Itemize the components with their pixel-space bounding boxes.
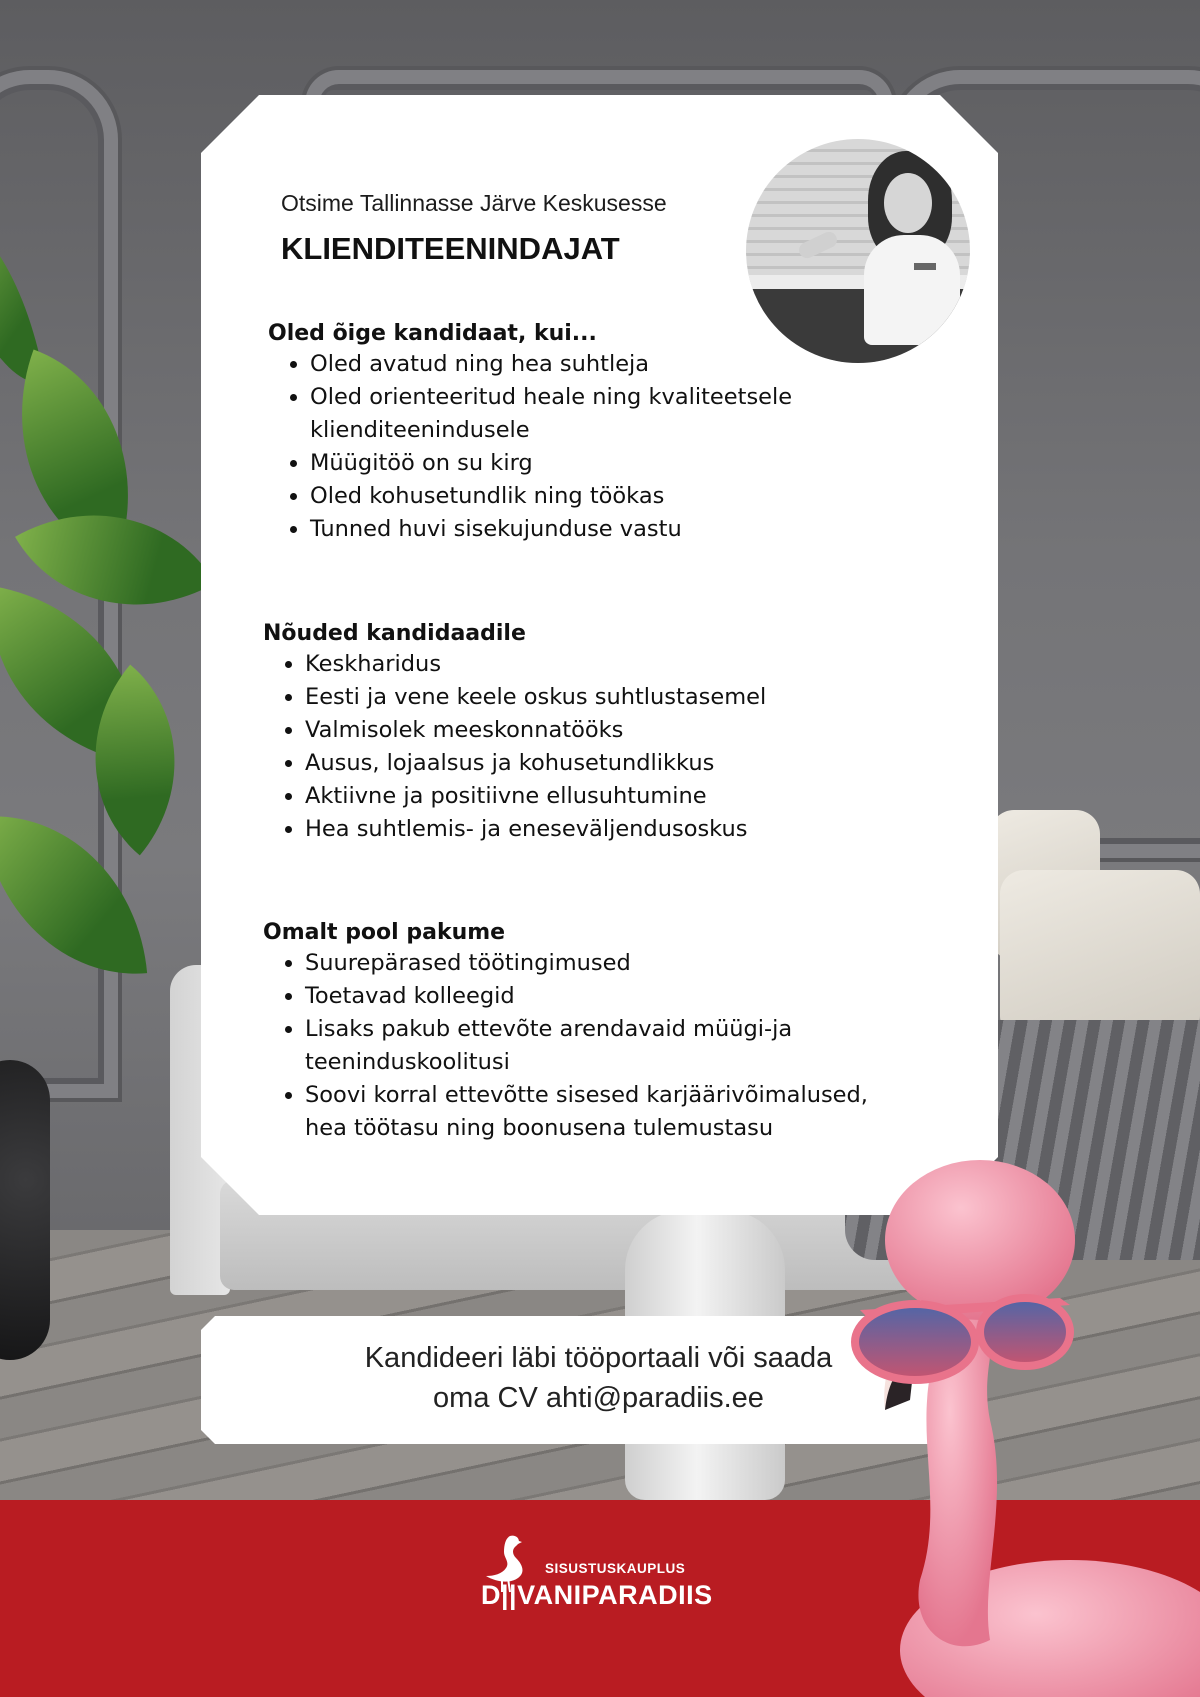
list-item: • Oled kohusetundlik ning töökas [310,480,968,513]
list-item: • Eesti ja vene keele oskus suhtlustasemel [305,681,963,714]
section-heading: Nõuded kandidaadile [263,621,526,646]
section-heading: Oled õige kandidaat, kui... [268,321,597,346]
list-item: • Keskharidus [305,648,963,681]
bullet-list [263,947,963,1145]
apply-line-2: oma CV ahti@paradiis.ee [433,1382,764,1414]
logo-tagline: SISUSTUSKAUPLUS [545,1561,686,1576]
list-item: • Suurepärased töötingimused [305,947,963,980]
section-requirements [263,621,963,846]
section-requirements-personal [268,321,968,546]
apply-line-1: Kandideeri läbi tööportaali või saada [364,1342,833,1374]
section-offer [263,920,963,1145]
flamingo-illustration [840,1160,1200,1697]
bullet-list [268,348,968,546]
bullet-list [263,648,963,846]
list-item: • Aktiivne ja positiivne ellusuhtumine [305,780,963,813]
list-item: • Hea suhtlemis- ja eneseväljendusoskus [305,813,963,846]
list-item: • Soovi korral ettevõtte sisesed karjäärivõimalused, hea töötasu ning boonusena tulemustasu [305,1079,905,1145]
sofa-cushion [1000,870,1200,1040]
list-item: • Oled orienteeritud heale ning kvaliteetsele klienditeenindusele [310,381,830,447]
list-item: • Valmisolek meeskonnatööks [305,714,963,747]
list-item: • Müügitöö on su kirg [310,447,968,480]
list-item: • Lisaks pakub ettevõte arendavaid müügi-ja teeninduskoolitusi [305,1013,825,1079]
list-item: • Tunned huvi sisekujunduse vastu [310,513,968,546]
logo-name: D||VANIPARADIIS [481,1580,713,1610]
black-vase [0,1060,50,1360]
job-title: KLIENDITEENINDAJAT [281,231,620,266]
list-item: • Oled avatud ning hea suhtleja [310,348,968,381]
list-item: • Ausus, lojaalsus ja kohusetundlikkus [305,747,963,780]
job-subtitle: Otsime Tallinnasse Järve Keskusesse [281,190,667,216]
list-item: • Toetavad kolleegid [305,980,963,1013]
section-heading: Omalt pool pakume [263,920,506,945]
